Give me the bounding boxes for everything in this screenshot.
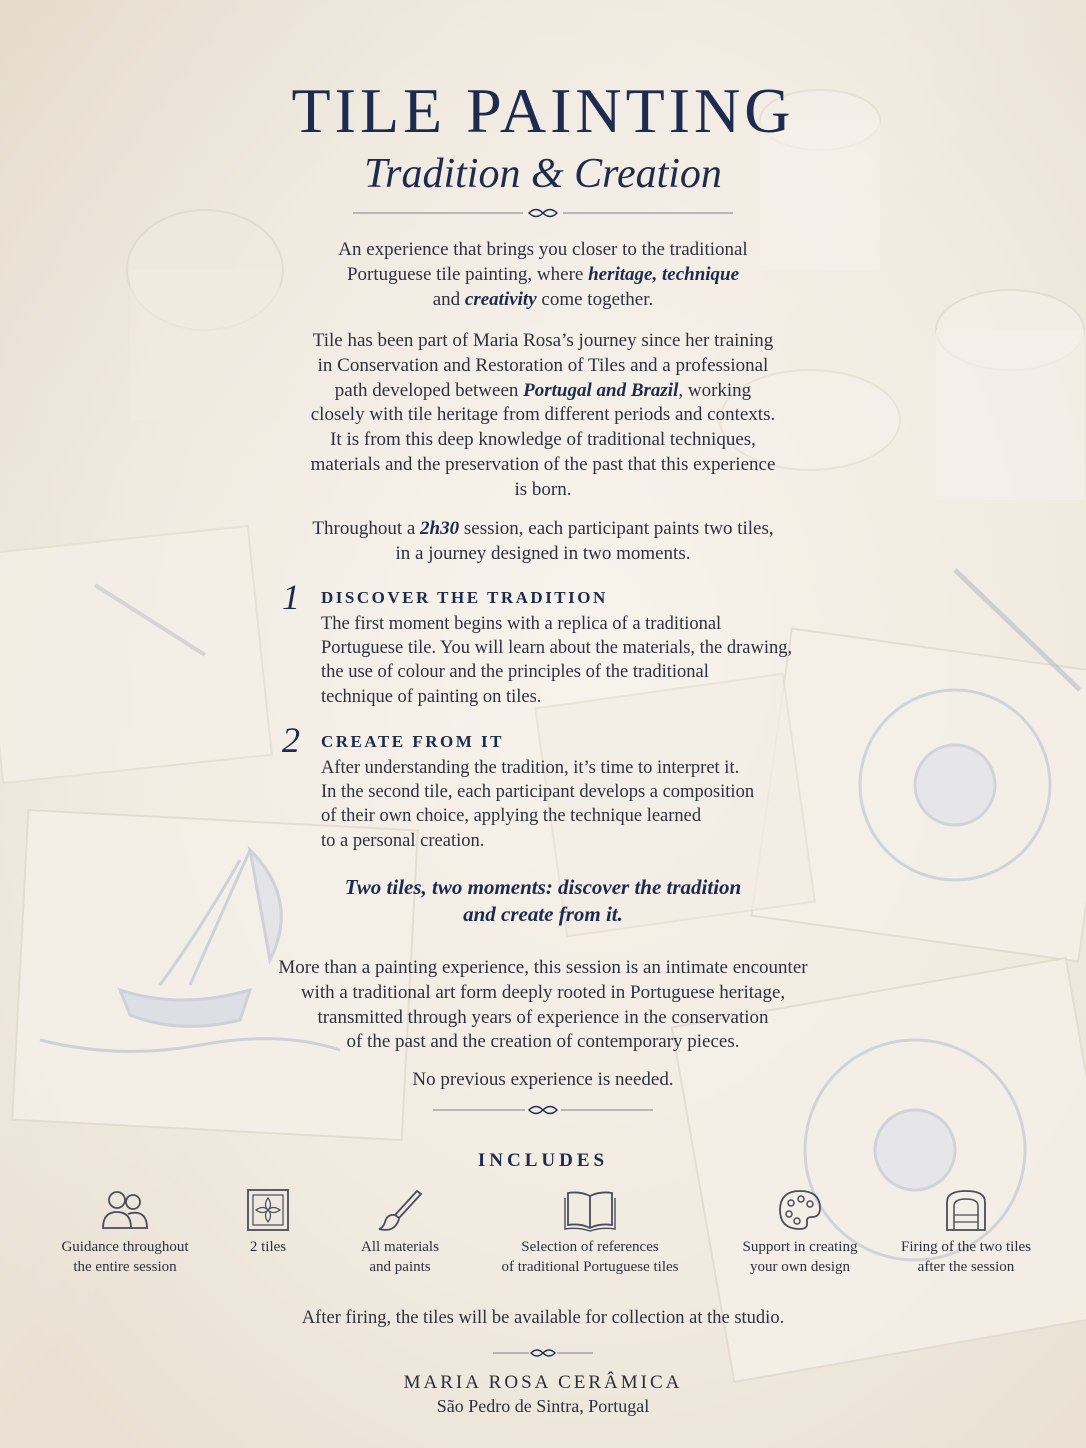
include-label-line: your own design	[750, 1258, 850, 1275]
story-line: path developed between	[334, 379, 524, 401]
include-label-line: 2 tiles	[249, 1239, 287, 1255]
session-line: in a journey designed in two moments.	[395, 542, 691, 564]
intro-emphasis: heritage, technique	[588, 263, 740, 285]
intro-line: An experience that brings you closer to the traditional	[338, 239, 748, 260]
include-item-firing	[856, 1188, 1076, 1277]
step-title: DISCOVER THE TRADITION	[321, 588, 608, 607]
includes-title: INCLUDES	[477, 1150, 609, 1171]
page-title: TILE PAINTING	[291, 75, 795, 146]
story-emphasis: Portugal and Brazil	[523, 379, 679, 401]
closing-line: of the past and the creation of contemporary pieces.	[346, 1031, 740, 1053]
story-paragraph	[200, 329, 886, 503]
brush-icon	[377, 1188, 423, 1232]
step-title: CREATE FROM IT	[321, 732, 504, 751]
collection-note: After firing, the tiles will be available for collection at the studio.	[301, 1308, 785, 1328]
tagline-line: Two tiles, two moments: discover the tradition	[344, 875, 742, 899]
step-line: The first moment begins with a replica of a traditional	[321, 614, 722, 634]
book-icon	[564, 1188, 616, 1232]
step-line: technique of painting on tiles.	[321, 686, 542, 707]
intro-emphasis: creativity	[464, 288, 537, 310]
step-line: Portuguese tile. You will learn about the materials, the drawing,	[321, 638, 793, 659]
intro-line: Portuguese tile painting, where	[346, 263, 589, 285]
closing-line: More than a painting experience, this session is an intimate encounter	[278, 957, 808, 978]
session-line: Throughout a	[312, 518, 421, 539]
session-line: session, each participant paints two tiles,	[459, 518, 774, 539]
tagline	[200, 874, 886, 928]
story-line: It is from this deep knowledge of traditional techniques,	[330, 429, 756, 451]
include-item-materials	[290, 1188, 510, 1277]
people-icon	[100, 1188, 150, 1232]
intro-line: and	[432, 288, 465, 310]
brand-location: São Pedro de Sintra, Portugal	[436, 1396, 650, 1416]
include-label-line: Guidance throughout	[61, 1239, 189, 1255]
brand-name: MARIA ROSA CERÂMICA	[403, 1372, 683, 1393]
step-description	[321, 612, 881, 709]
ornament-divider	[433, 1101, 653, 1119]
story-line: closely with tile heritage from different periods and contexts.	[310, 404, 776, 426]
include-label-line: Support in creating	[742, 1239, 858, 1255]
include-label	[290, 1238, 510, 1277]
include-label-line: All materials	[361, 1239, 439, 1255]
kiln-icon	[943, 1188, 989, 1232]
include-label-line: Firing of the two tiles	[901, 1239, 1031, 1255]
tagline-line: and create from it.	[463, 902, 623, 926]
experience-note: No previous experience is needed.	[412, 1069, 674, 1090]
tile-icon	[245, 1188, 291, 1232]
include-label-line: of traditional Portuguese tiles	[501, 1258, 679, 1275]
story-line: is born.	[514, 478, 572, 500]
step-description	[321, 756, 881, 853]
page-subtitle: Tradition & Creation	[364, 151, 722, 197]
closing-paragraph	[150, 956, 936, 1055]
session-paragraph	[200, 517, 886, 567]
include-label	[480, 1238, 700, 1277]
ornament-divider	[353, 204, 733, 222]
closing-line: with a traditional art form deeply rooted in Portuguese heritage,	[300, 981, 786, 1003]
step-number: 2	[282, 720, 300, 760]
step-line: In the second tile, each participant develops a composition	[321, 782, 755, 803]
story-line: materials and the preservation of the past that this experience	[310, 453, 776, 475]
include-label-line: Selection of references	[521, 1239, 659, 1255]
session-duration: 2h30	[420, 518, 460, 539]
include-label-line: after the session	[917, 1258, 1015, 1275]
step-line: the use of colour and the principles of the traditional	[321, 662, 709, 683]
include-label-line: and paints	[369, 1258, 431, 1275]
intro-line: come together.	[536, 288, 654, 310]
include-label-line: the entire session	[73, 1258, 177, 1275]
step-line: of their own choice, applying the technique learned	[321, 806, 702, 827]
include-label	[856, 1238, 1076, 1277]
step-line: to a personal creation.	[321, 830, 485, 851]
closing-line: transmitted through years of experience in the conservation	[317, 1006, 769, 1028]
palette-icon	[777, 1188, 823, 1232]
step-number: 1	[282, 577, 300, 617]
intro-paragraph	[200, 238, 886, 312]
story-line: in Conservation and Restoration of Tiles and a professional	[317, 354, 769, 376]
story-line: Tile has been part of Maria Rosa’s journey since her training	[312, 330, 774, 351]
ornament-divider	[493, 1344, 593, 1362]
story-line: , working	[678, 379, 752, 401]
include-item-references	[480, 1188, 700, 1277]
step-line: After understanding the tradition, it’s time to interpret it.	[321, 758, 740, 778]
